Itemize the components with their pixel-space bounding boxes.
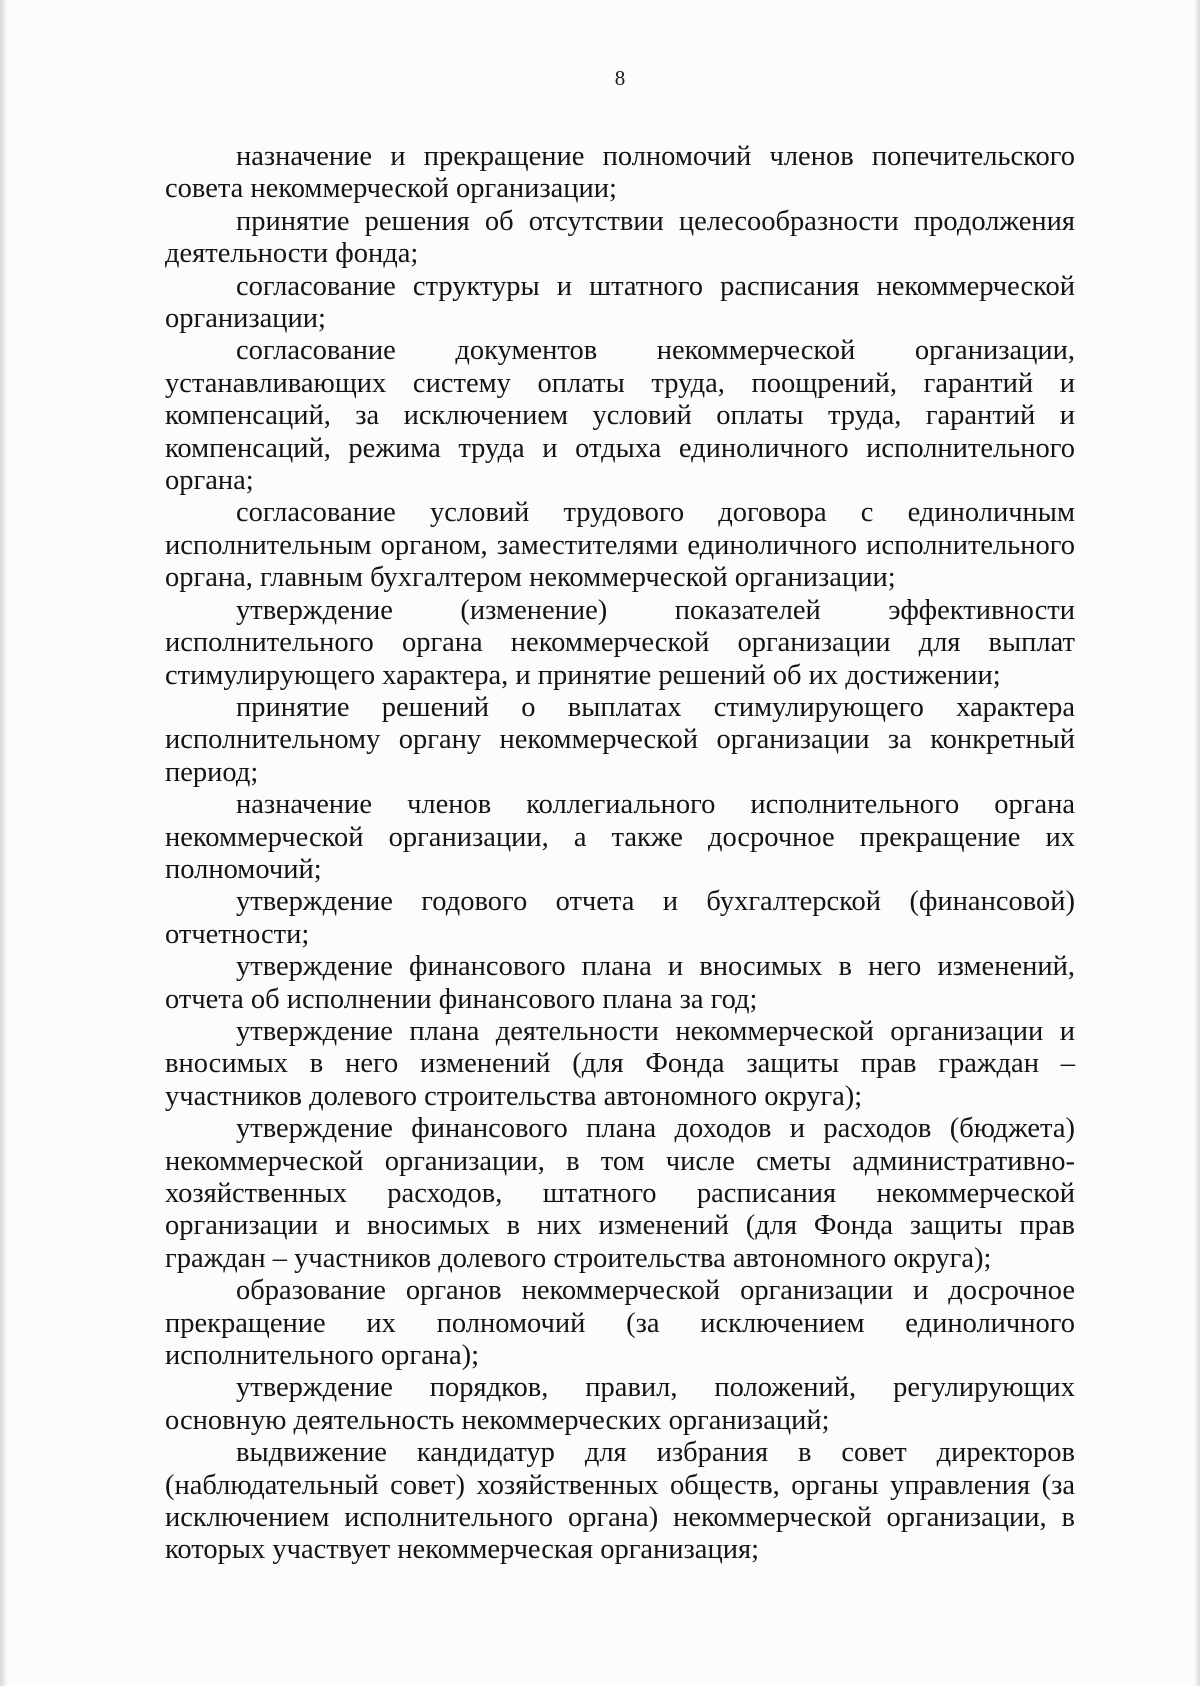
paragraph: согласование структуры и штатного расписания некоммерческой организации; xyxy=(165,270,1075,335)
paragraph: образование органов некоммерческой организации и досрочное прекращение их полномочий (за исключением единоличного исполнительного органа); xyxy=(165,1275,1075,1372)
paragraph: согласование условий трудового договора с единоличным исполнительным органом, заместителями единоличного исполнительного органа, главным бухгалтером некоммерческой организации; xyxy=(165,497,1075,594)
paragraph: утверждение плана деятельности некоммерческой организации и вносимых в него изменений (для Фонда защиты прав граждан – участников долевого строительства автономного округа); xyxy=(165,1015,1075,1112)
paragraph: принятие решений о выплатах стимулирующего характера исполнительному органу некоммерческой организации за конкретный период; xyxy=(165,691,1075,788)
paragraph: утверждение финансового плана и вносимых в него изменений, отчета об исполнении финансового плана за год; xyxy=(165,951,1075,1015)
paragraph: назначение и прекращение полномочий членов попечительского совета некоммерческой организации; xyxy=(165,141,1075,205)
page-number: 8 xyxy=(614,66,626,90)
paragraph: выдвижение кандидатур для избрания в совет директоров (наблюдательный совет) хозяйственных обществ, органы управления (за исключением исполнительного органа) некоммерческой организации, в которых участвует некоммерческая организация; xyxy=(165,1437,1075,1566)
paragraph: утверждение годового отчета и бухгалтерской (финансовой) отчетности; xyxy=(165,886,1075,950)
paragraph: назначение членов коллегиального исполнительного органа некоммерческой организации, а также досрочное прекращение их полномочий; xyxy=(165,789,1075,885)
scan-edge-left xyxy=(0,0,6,1686)
paragraph: утверждение порядков, правил, положений, регулирующих основную деятельность некоммерческих организаций; xyxy=(165,1372,1075,1436)
paragraph: согласование документов некоммерческой организации, устанавливающих систему оплаты труда, поощрений, гарантий и компенсаций, за исключением условий оплаты труда, гарантий и компенсаций, режима труда и отдыха единоличного исполнительного органа; xyxy=(165,335,1075,497)
scan-edge-right xyxy=(1195,0,1200,1686)
document-body xyxy=(165,141,1075,1567)
paragraph: утверждение (изменение) показателей эффективности исполнительного органа некоммерческой организации для выплат стимулирующего характера, и принятие решений об их достижении; xyxy=(165,594,1075,691)
paragraph: принятие решения об отсутствии целесообразности продолжения деятельности фонда; xyxy=(165,205,1075,270)
paragraph: утверждение финансового плана доходов и расходов (бюджета) некоммерческой организации, в том числе сметы административно-хозяйственных расходов, штатного расписания некоммерческой организации и вносимых в них изменений (для Фонда защиты прав граждан – участников долевого строительства автономного округа); xyxy=(165,1113,1075,1274)
